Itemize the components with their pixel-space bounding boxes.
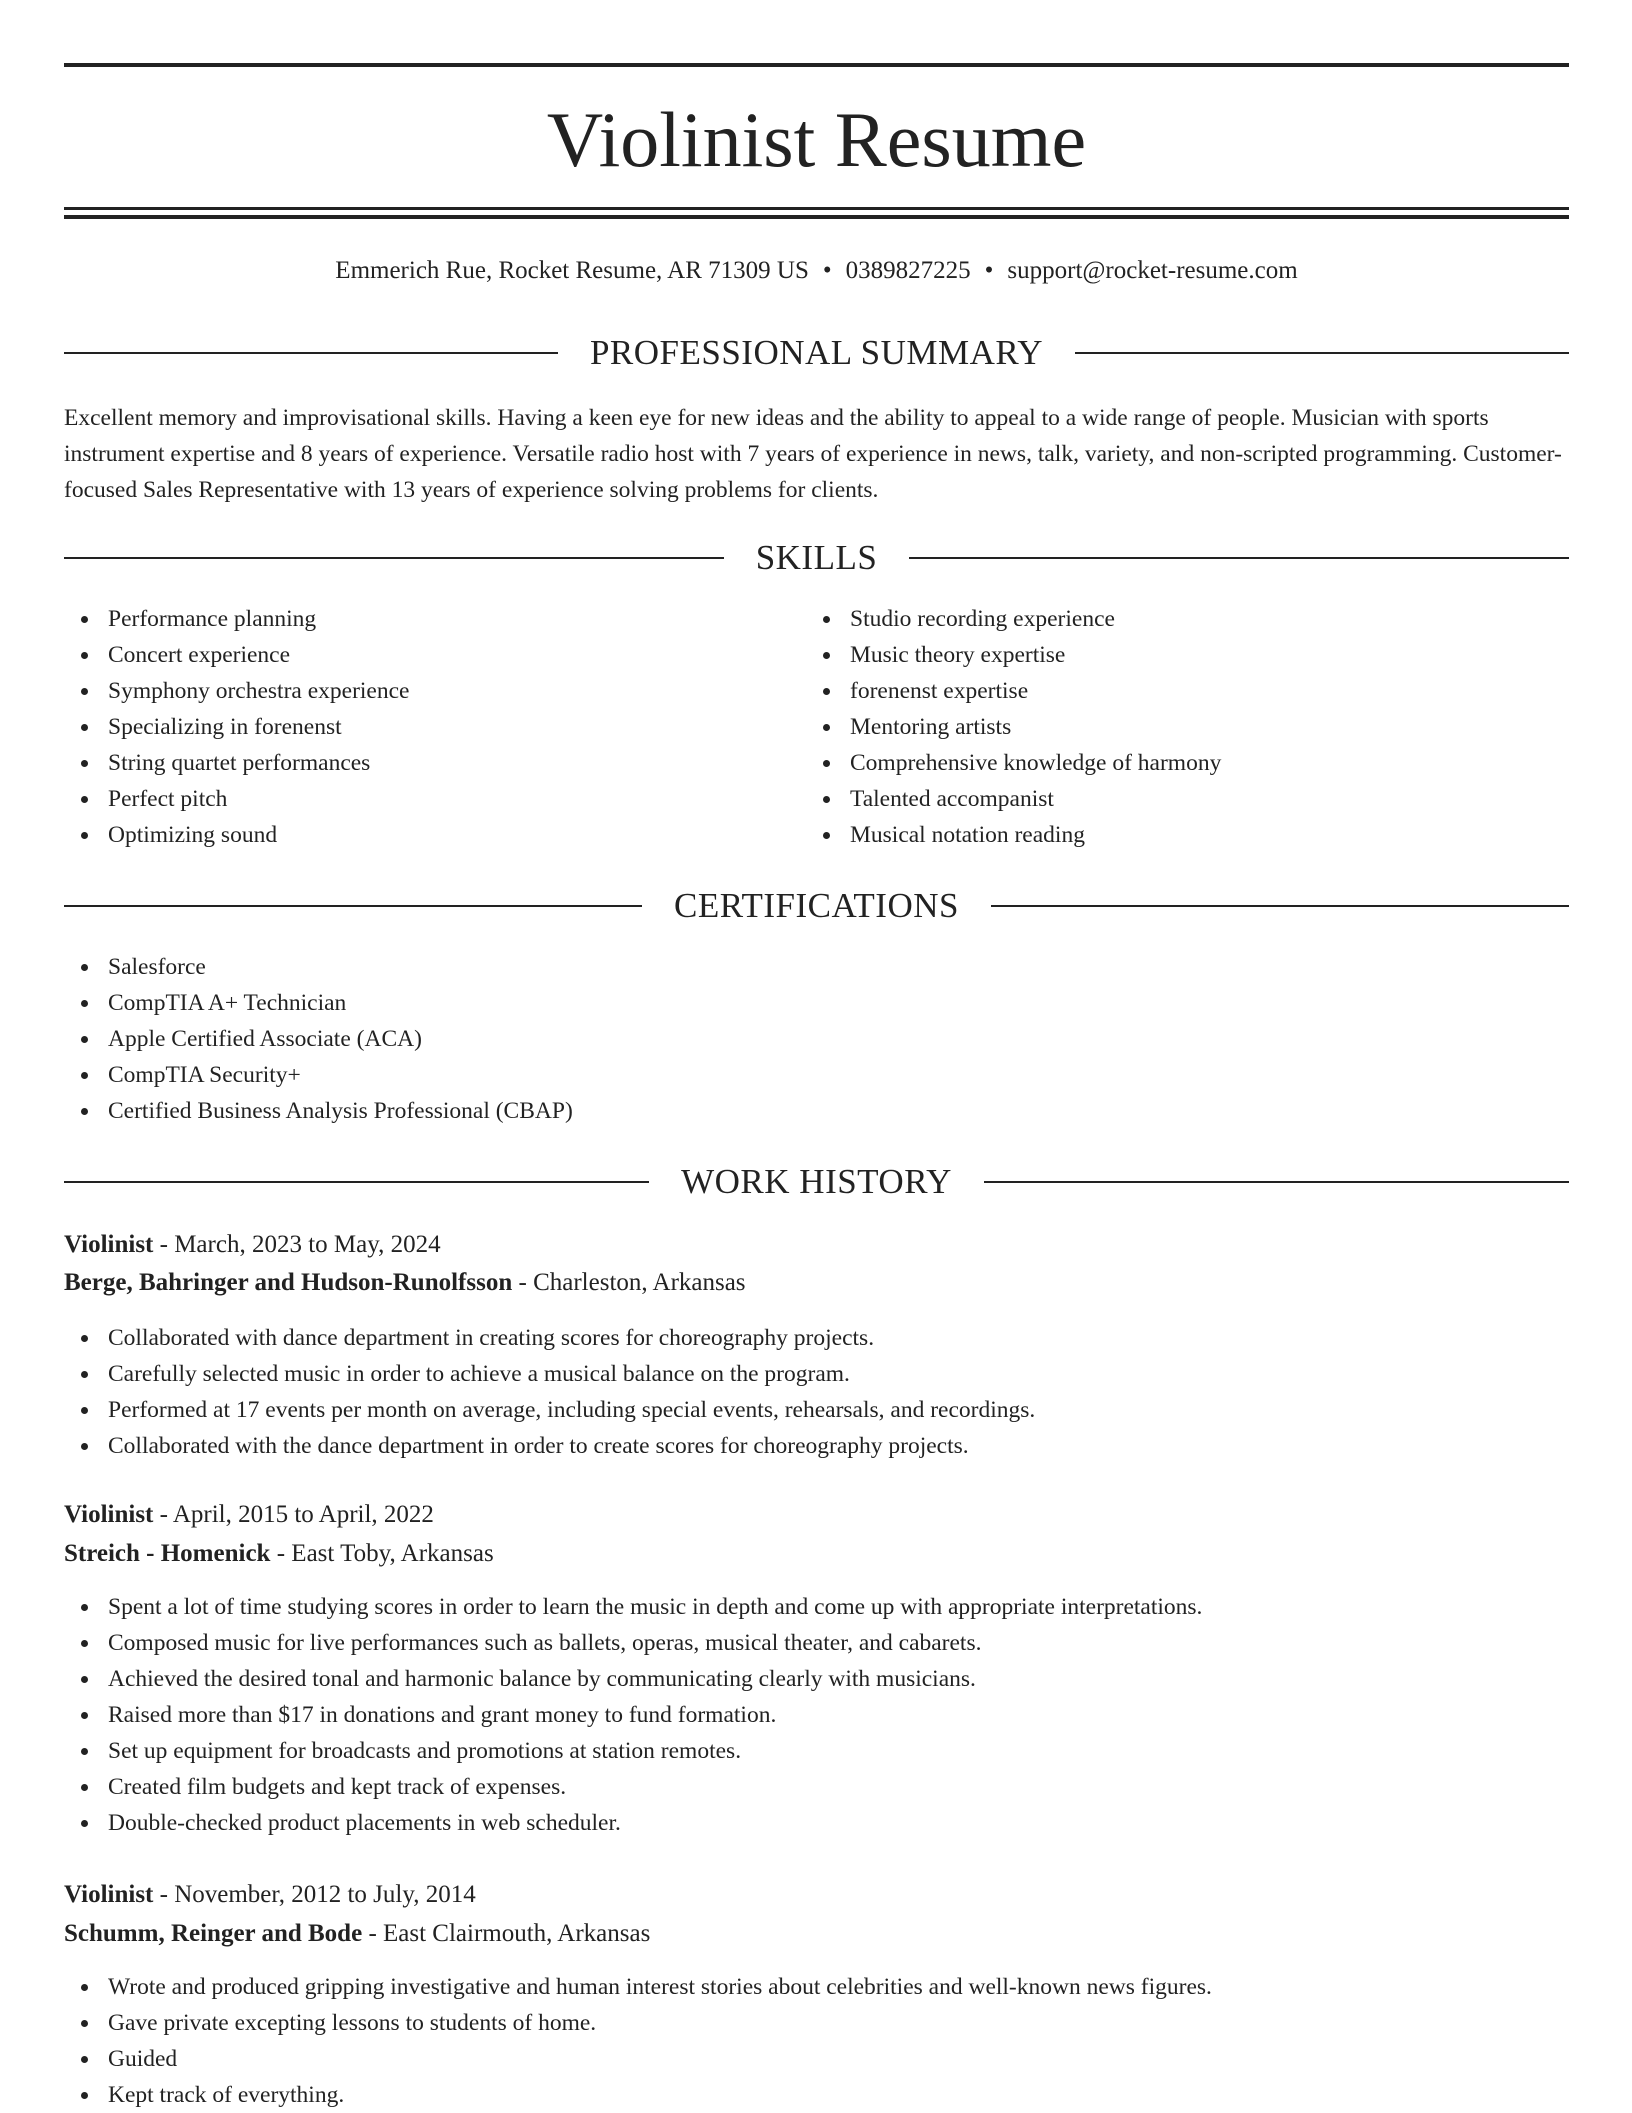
- skills-heading: [64, 536, 1569, 580]
- skill-item: Concert experience: [64, 637, 764, 673]
- certification-item: Certified Business Analysis Professional (CBAP): [64, 1093, 1164, 1129]
- resume-title: Violinist Resume: [546, 96, 1087, 183]
- summary-heading: [64, 331, 1569, 375]
- job-bullet: Performed at 17 events per month on average, including special events, rehearsals, and recordings.: [64, 1392, 1569, 1428]
- job-company: Berge, Bahringer and Hudson-Runolfsson: [64, 1269, 513, 1296]
- skill-item: String quartet performances: [64, 745, 764, 781]
- heading-rule: [64, 1181, 649, 1183]
- heading-rule: [909, 557, 1569, 559]
- skill-item: Talented accompanist: [806, 781, 1566, 817]
- skill-item: Performance planning: [64, 601, 764, 637]
- work-history-heading: [64, 1160, 1569, 1204]
- job-bullets: [64, 1969, 1569, 2113]
- contact-separator: •: [984, 257, 994, 284]
- heading-rule: [984, 1181, 1569, 1183]
- job-bullet: Carefully selected music in order to achieve a musical balance on the program.: [64, 1356, 1569, 1392]
- skill-item: Studio recording experience: [806, 601, 1566, 637]
- contact-phone: 0389827225: [845, 257, 971, 284]
- certification-item: Apple Certified Associate (ACA): [64, 1021, 1164, 1057]
- contact-line: [64, 254, 1569, 288]
- skills-list-right: [806, 601, 1566, 853]
- job-bullet: Guided: [64, 2041, 1569, 2077]
- certification-item: Salesforce: [64, 949, 1164, 985]
- job-dates: - March, 2023 to May, 2024: [153, 1231, 441, 1258]
- job-bullet: Gave private excepting lessons to students of home.: [64, 2005, 1569, 2041]
- contact-address: Emmerich Rue, Rocket Resume, AR 71309 US: [335, 257, 809, 284]
- job-bullet: Created film budgets and kept track of expenses.: [64, 1769, 1569, 1805]
- job-company-line: [64, 1264, 1569, 1302]
- job-bullet: Double-checked product placements in web scheduler.: [64, 1805, 1569, 1841]
- job-bullet: Collaborated with the dance department in order to create scores for choreography projects.: [64, 1428, 1569, 1464]
- skill-item: Perfect pitch: [64, 781, 764, 817]
- certifications-title: CERTIFICATIONS: [674, 886, 959, 925]
- title-rule-upper: [64, 207, 1569, 210]
- job-location: - East Toby, Arkansas: [270, 1540, 494, 1567]
- summary-text: Excellent memory and improvisational skills. Having a keen eye for new ideas and the ability to appeal to a wide range of people. Musician with sports instrument expertise and 8 years of experience. Versatile radio host with 7 years of experience in news, talk, variety, and non-scripted programming. Customer-focused Sales Representative with 13 years of experience solving problems for clients.: [64, 405, 1562, 503]
- skill-item: Specializing in forenenst: [64, 709, 764, 745]
- job-bullet: Composed music for live performances such as ballets, operas, musical theater, and cabarets.: [64, 1625, 1569, 1661]
- certification-item: CompTIA A+ Technician: [64, 985, 1164, 1021]
- certification-item: CompTIA Security+: [64, 1057, 1164, 1093]
- job-role: Violinist: [64, 1501, 154, 1528]
- top-rule: [64, 63, 1569, 67]
- heading-rule: [991, 905, 1569, 907]
- job-bullet: Wrote and produced gripping investigative and human interest stories about celebrities and well-known news figures.: [64, 1969, 1569, 2005]
- skill-item: Optimizing sound: [64, 817, 764, 853]
- job-dates: - April, 2015 to April, 2022: [153, 1501, 434, 1528]
- job-company-line: [64, 1535, 1569, 1573]
- skill-item: Comprehensive knowledge of harmony: [806, 745, 1566, 781]
- job-bullets: [64, 1589, 1569, 1841]
- job-bullets: [64, 1320, 1569, 1464]
- heading-rule: [64, 905, 642, 907]
- job-bullet: Spent a lot of time studying scores in order to learn the music in depth and come up with appropriate interpretations.: [64, 1589, 1569, 1625]
- work-history-title: WORK HISTORY: [681, 1162, 952, 1201]
- job-bullet: Collaborated with dance department in creating scores for choreography projects.: [64, 1320, 1569, 1356]
- summary-title: PROFESSIONAL SUMMARY: [589, 333, 1044, 372]
- job-location: - East Clairmouth, Arkansas: [362, 1920, 651, 1947]
- job-bullet: Achieved the desired tonal and harmonic balance by communicating clearly with musicians.: [64, 1661, 1569, 1697]
- job-bullet: Raised more than $17 in donations and grant money to fund formation.: [64, 1697, 1569, 1733]
- heading-rule: [64, 352, 558, 354]
- title-rule-lower: [64, 215, 1569, 219]
- job-title-line: [64, 1496, 1569, 1534]
- job-company: Streich - Homenick: [64, 1540, 271, 1567]
- contact-email: support@rocket-resume.com: [1007, 257, 1298, 284]
- skill-item: forenenst expertise: [806, 673, 1566, 709]
- job-company-line: [64, 1915, 1569, 1953]
- skill-item: Mentoring artists: [806, 709, 1566, 745]
- job-bullet: Set up equipment for broadcasts and promotions at station remotes.: [64, 1733, 1569, 1769]
- job-title-line: [64, 1226, 1569, 1264]
- job-dates: - November, 2012 to July, 2014: [153, 1881, 476, 1908]
- skill-item: Musical notation reading: [806, 817, 1566, 853]
- job-title-line: [64, 1876, 1569, 1914]
- skills-list-left: [64, 601, 764, 853]
- job-role: Violinist: [64, 1881, 154, 1908]
- job-company: Schumm, Reinger and Bode: [64, 1920, 363, 1947]
- certifications-heading: [64, 884, 1569, 928]
- job-role: Violinist: [64, 1231, 154, 1258]
- contact-separator: •: [822, 257, 832, 284]
- skill-item: Music theory expertise: [806, 637, 1566, 673]
- skills-title: SKILLS: [755, 538, 878, 577]
- heading-rule: [64, 557, 724, 559]
- certifications-list: [64, 949, 1164, 1129]
- job-bullet: Kept track of everything.: [64, 2077, 1569, 2113]
- heading-rule: [1075, 352, 1569, 354]
- job-location: - Charleston, Arkansas: [512, 1269, 746, 1296]
- skill-item: Symphony orchestra experience: [64, 673, 764, 709]
